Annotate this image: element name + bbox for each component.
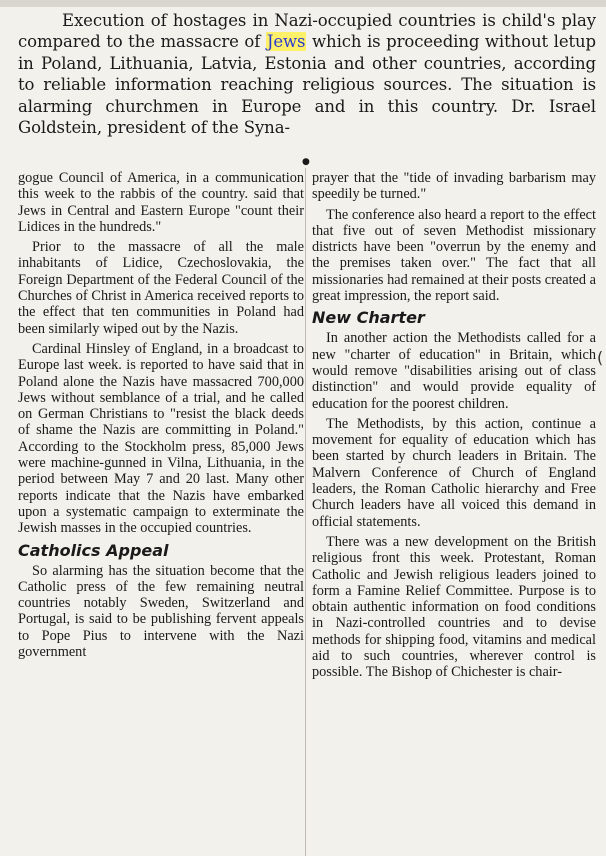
left-paragraph-1: gogue Council of America, in a communication this week to the rabbis of the country. said that Jews in Central and Eastern Europe "count their Lidices in the hundreds." (18, 170, 304, 235)
right-paragraph-4: The Methodists, by this action, continue a movement for equality of education which has been started by church leaders in Britain. The Malvern Conference of Church of England leaders, the Roman Catholic hierarchy and Free Church leaders have all voiced this demand in official statements. (312, 415, 596, 530)
column-bullet: ● (302, 157, 310, 167)
left-paragraph-4: So alarming has the situation become that the Catholic press of the few remaining neutral countries notably Sweden, Switzerland and Portugal, is said to be publishing fervent appeals to Pope Pius to intervene with the Nazi government (18, 562, 304, 661)
heading-new-charter: New Charter (312, 308, 425, 328)
lead-text-before: Execution of hostages in Nazi-occupied countries is child's play compared to the massacre of (18, 11, 596, 52)
right-paragraph-5: There was a new development on the British religious front this week. Protestant, Roman Catholic and Jewish religious leaders joined to form a Famine Relief Committee. Purpose is to obtain authentic information on food conditions in Nazi-controlled countries and to devise methods for shipping food, vitamins and medical aid to such countries, wherever control is possible. The Bishop of Chichester is chair- (312, 533, 596, 681)
heading-catholics-appeal: Catholics Appeal (18, 540, 169, 560)
margin-mark: ( (597, 348, 604, 367)
left-paragraph-3: Cardinal Hinsley of England, in a broadcast to Europe last week. is reported to have said that in Poland alone the Nazis have massacred 700,000 Jews without semblance of a trial, and he called on German Christians to "resist the black deeds of shame the Nazis are committing in Poland." According to the Stockholm press, 85,000 Jews were machine-gunned in Vilna, Lithuania, in the period between May 7 and 20 last. Many other reports indicate that the Nazis have embarked upon a systematic campaign to exterminate the Jewish masses in the occupied countries. (18, 340, 304, 537)
right-paragraph-1: prayer that the "tide of invading barbarism may speedily be turned." (312, 170, 596, 203)
left-column (18, 170, 304, 664)
left-paragraph-2: Prior to the massacre of all the male inhabitants of Lidice, Czechoslovakia, the Foreign Department of the Federal Council of the Churches of Christ in America received reports to the effect that ten communities in Poland had been similarly wiped out by the Nazis. (18, 239, 304, 337)
lead-paragraph (18, 10, 596, 138)
top-edge (0, 0, 606, 7)
right-paragraph-2: The conference also heard a report to the effect that five out of seven Methodist missionary districts have been "overrun by the enemy and the premises taken over." The fact that all missionaries had remained at their posts created a great impression, the report said. (312, 206, 596, 305)
highlighted-word: Jews (266, 32, 306, 52)
column-divider (305, 168, 306, 856)
lead-text-after: which is proceeding without letup in Poland, Lithuania, Latvia, Estonia and other countries, according to reliable information reaching religious sources. The situation is alarming churchmen in Europe and in this country. Dr. Israel Goldstein, president of the Syna- (18, 32, 597, 138)
right-paragraph-3: In another action the Methodists called for a new "charter of education" in Britain, which would remove "disabilities arising out of class distinction" and would provide equality of education for the poorest children. (312, 330, 596, 412)
right-column (312, 170, 596, 685)
